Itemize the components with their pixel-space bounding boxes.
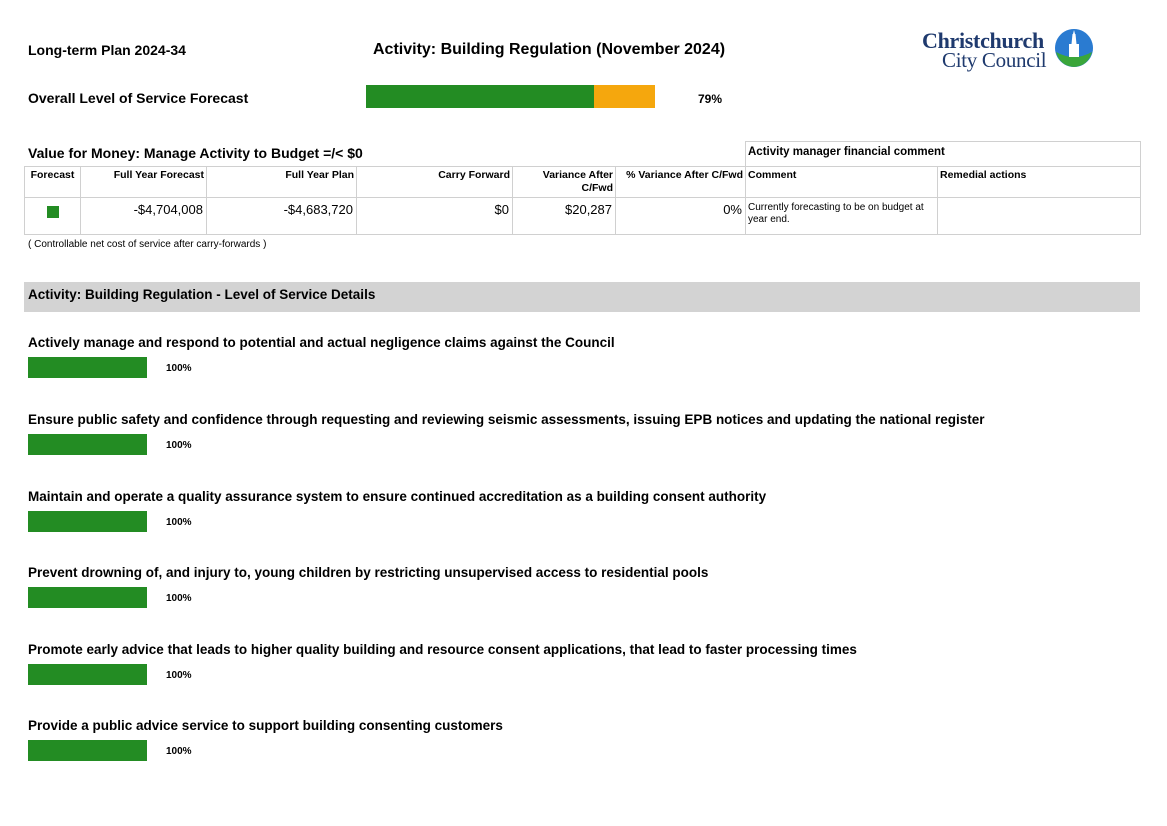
col-remedial-actions: Remedial actions xyxy=(938,167,1141,198)
logo-line-1: Christchurch xyxy=(922,28,1044,53)
los-item-progress-bar xyxy=(28,740,147,761)
overall-los-percent: 79% xyxy=(698,92,723,106)
los-details-title: Activity: Building Regulation - Level of Service Details xyxy=(28,287,376,302)
pct-variance-after-cfwd-value: 0% xyxy=(616,198,746,235)
value-for-money-note: ( Controllable net cost of service after carry-forwards ) xyxy=(28,239,267,250)
col-full-year-forecast: Full Year Forecast xyxy=(81,167,207,198)
cathedral-logo-icon xyxy=(1054,28,1094,70)
los-item-progress-fill xyxy=(28,434,147,455)
los-item-progress-bar xyxy=(28,511,147,532)
overall-los-progress-fill xyxy=(366,85,594,108)
activity-title: Activity: Building Regulation (November 2024) xyxy=(373,41,726,58)
los-item-percent: 100% xyxy=(166,670,192,681)
los-item-progress-fill xyxy=(28,740,147,761)
los-item xyxy=(28,335,615,374)
los-item-percent: 100% xyxy=(166,517,192,528)
full-year-plan-value: -$4,683,720 xyxy=(207,198,357,235)
los-item-progress-bar xyxy=(28,664,147,685)
los-item-title: Prevent drowning of, and injury to, young children by restricting unsupervised access to residential pools xyxy=(28,565,709,580)
los-item xyxy=(28,642,857,681)
council-logo xyxy=(920,28,1100,72)
los-item-percent: 100% xyxy=(166,440,192,451)
los-item-percent: 100% xyxy=(166,593,192,604)
value-for-money-title: Value for Money: Manage Activity to Budget =/< $0 xyxy=(28,145,363,161)
col-pct-variance-after-cfwd: % Variance After C/Fwd xyxy=(616,167,746,198)
carry-forward-value: $0 xyxy=(357,198,513,235)
col-variance-after-cfwd: Variance After C/Fwd xyxy=(513,167,616,198)
financial-comment-text: Currently forecasting to be on budget at year end. xyxy=(746,198,938,235)
los-item-progress-fill xyxy=(28,511,147,532)
los-item-title: Ensure public safety and confidence through requesting and reviewing seismic assessments, issuing EPB notices and updating the national register xyxy=(28,412,985,427)
los-item xyxy=(28,565,709,604)
los-item-progress-fill xyxy=(28,664,147,685)
financial-comment-heading: Activity manager financial comment xyxy=(746,142,1141,167)
los-item-progress-bar xyxy=(28,357,147,378)
los-item-progress-bar xyxy=(28,434,147,455)
los-item-title: Provide a public advice service to support building consenting customers xyxy=(28,718,503,733)
forecast-status-cell xyxy=(25,198,81,235)
los-item-title: Actively manage and respond to potential and actual negligence claims against the Council xyxy=(28,335,615,350)
los-item-progress-fill xyxy=(28,587,147,608)
remedial-actions-text xyxy=(938,198,1141,235)
los-item-title: Promote early advice that leads to higher quality building and resource consent applications, that lead to faster processing times xyxy=(28,642,857,657)
los-item-percent: 100% xyxy=(166,746,192,757)
los-item-percent: 100% xyxy=(166,363,192,374)
forecast-status-indicator xyxy=(47,206,59,218)
col-comment: Comment xyxy=(746,167,938,198)
logo-line-2: City Council xyxy=(942,48,1047,72)
los-item xyxy=(28,718,503,757)
los-item xyxy=(28,489,767,528)
col-full-year-plan: Full Year Plan xyxy=(207,167,357,198)
plan-title: Long-term Plan 2024-34 xyxy=(28,42,186,58)
col-forecast: Forecast xyxy=(25,167,81,198)
los-item-progress-fill xyxy=(28,357,147,378)
col-carry-forward: Carry Forward xyxy=(357,167,513,198)
variance-after-cfwd-value: $20,287 xyxy=(513,198,616,235)
los-item xyxy=(28,412,985,451)
full-year-forecast-value: -$4,704,008 xyxy=(81,198,207,235)
los-item-title: Maintain and operate a quality assurance system to ensure continued accreditation as a building consent authority xyxy=(28,489,767,504)
overall-los-label: Overall Level of Service Forecast xyxy=(28,90,249,106)
overall-los-progress-bar xyxy=(366,85,655,108)
los-item-progress-bar xyxy=(28,587,147,608)
los-details-header xyxy=(24,282,1140,312)
